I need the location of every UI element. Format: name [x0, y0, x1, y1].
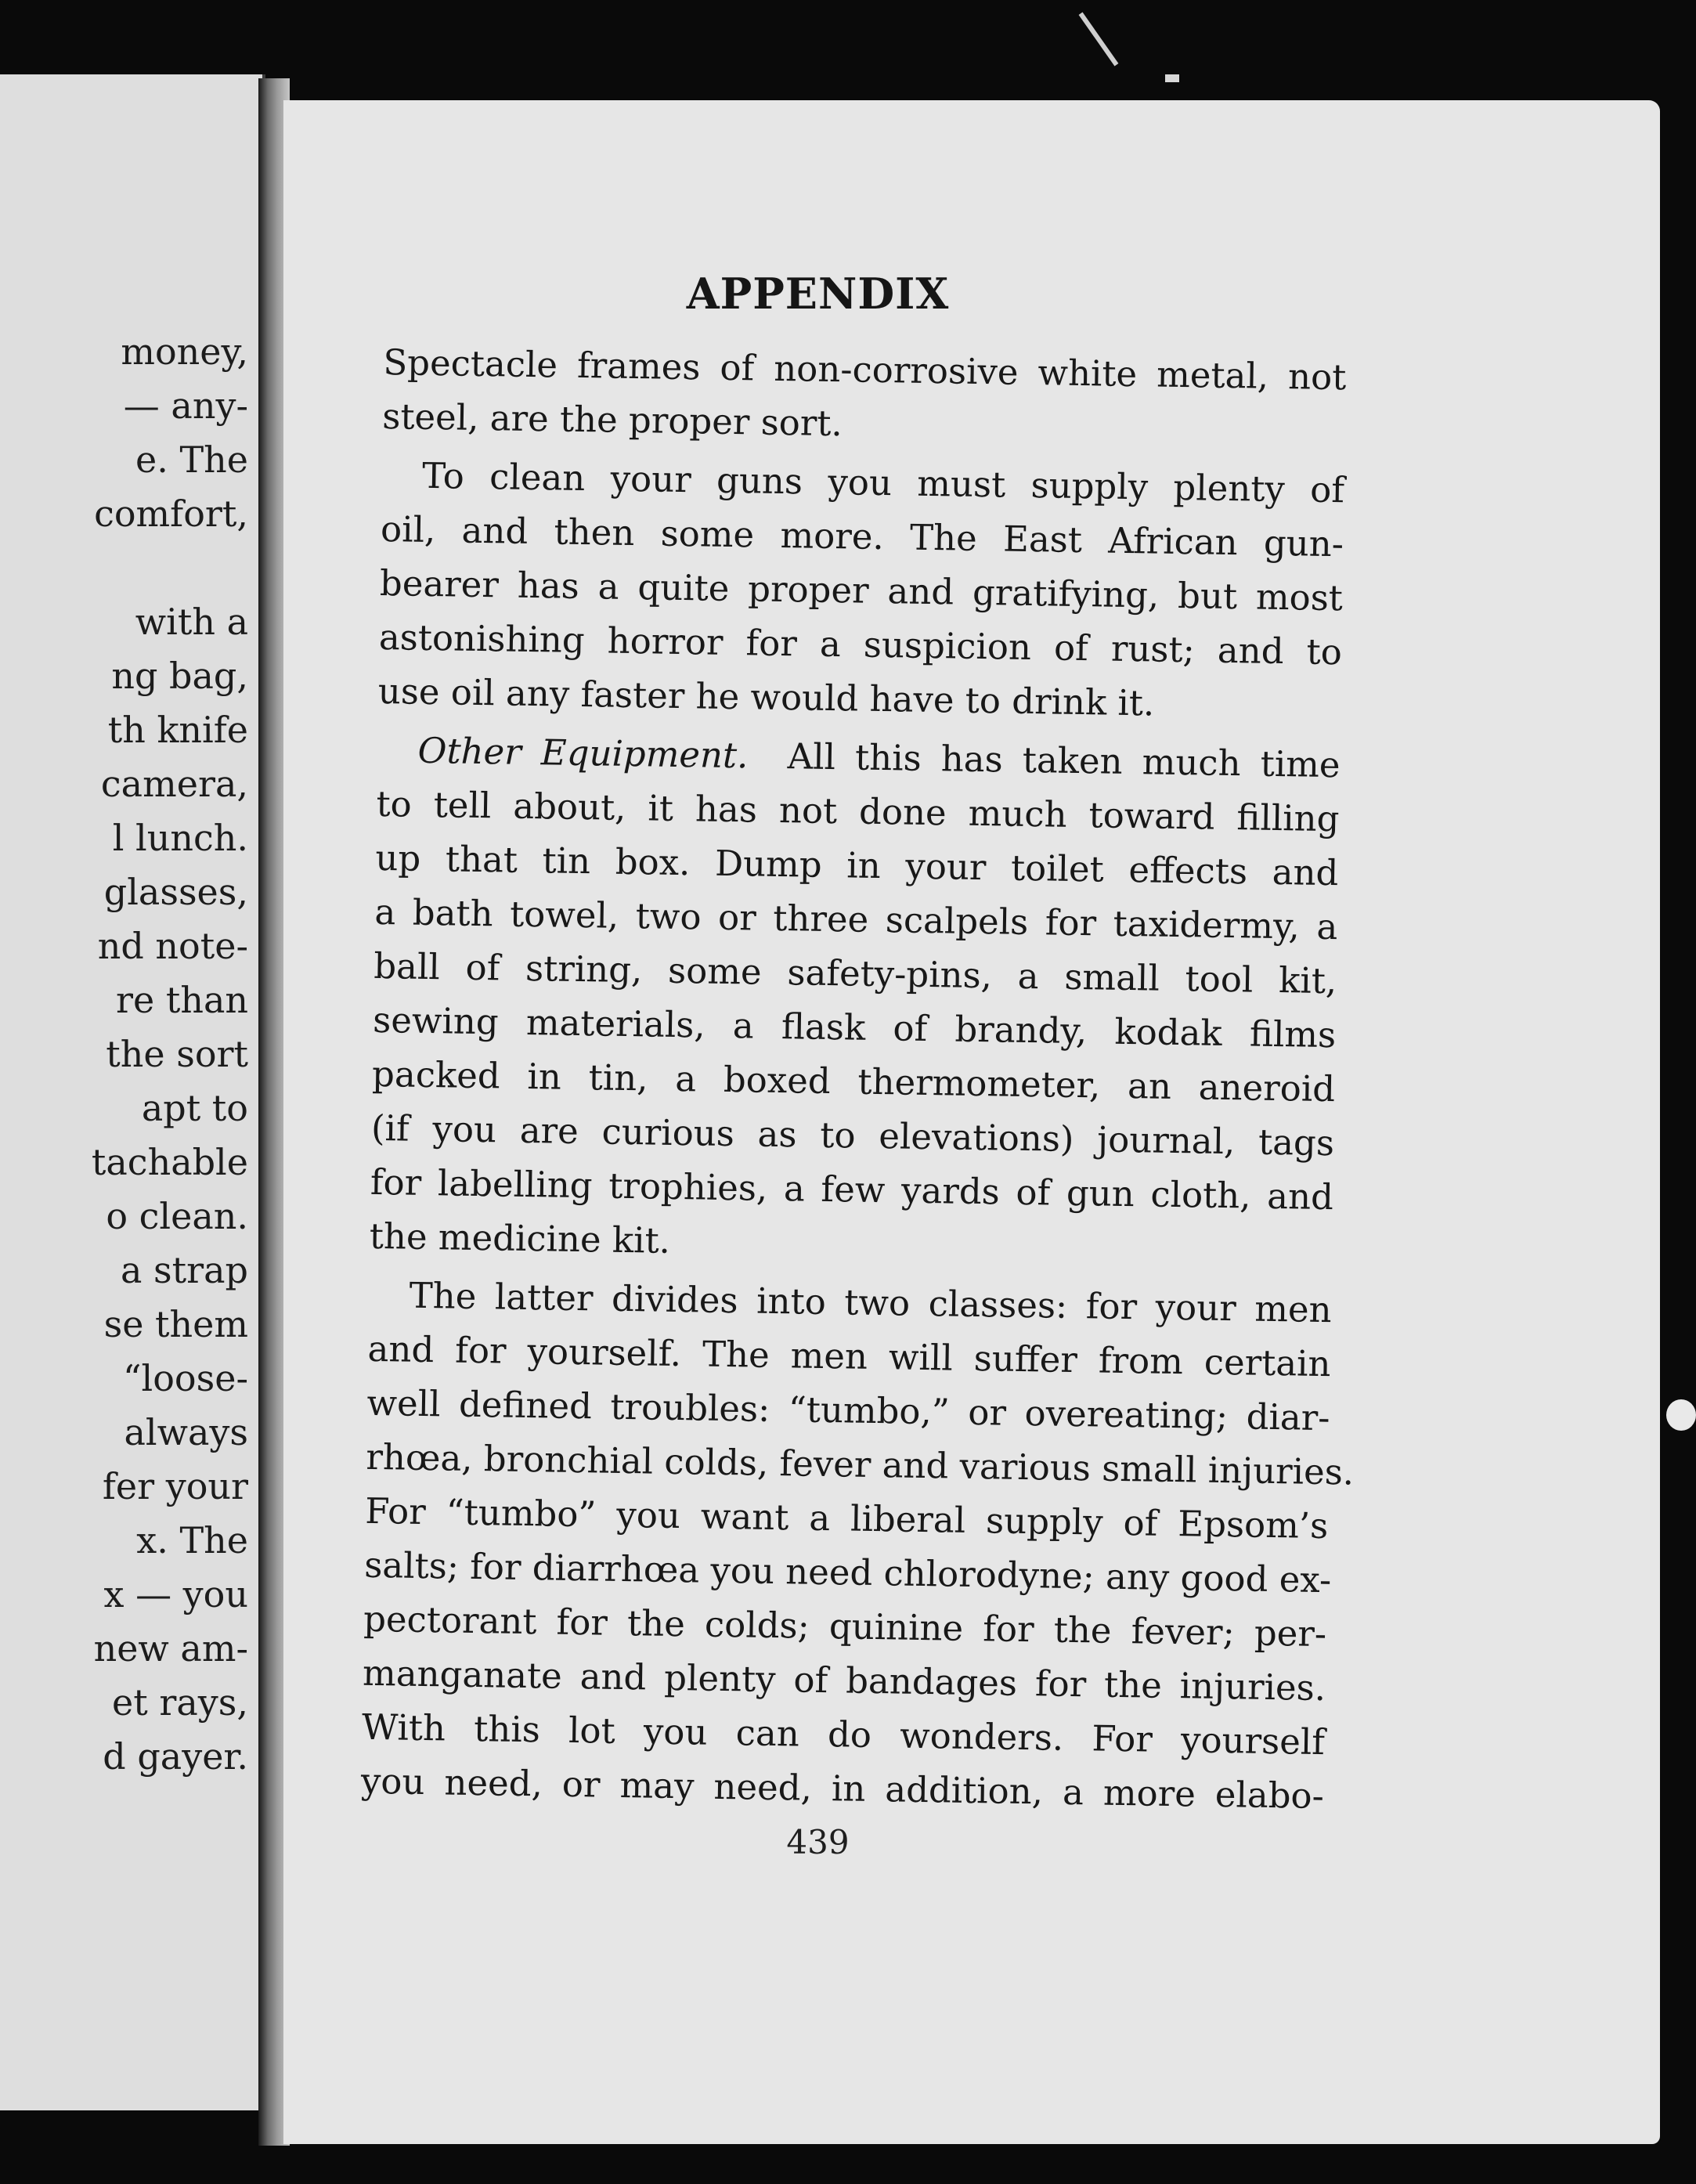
left-page-line: a strap: [121, 1249, 248, 1291]
text-line: to tell about, it has not done much toward filling: [376, 782, 1340, 840]
left-page-line: e. The: [135, 439, 248, 481]
paragraph: [382, 335, 1347, 458]
scan-artifact: [1666, 1399, 1696, 1431]
left-page-line: th knife: [107, 709, 248, 751]
left-page-line: se them: [103, 1303, 248, 1345]
paragraph: [360, 1268, 1355, 1823]
left-page-text: [0, 325, 248, 1784]
left-page-line: et rays,: [112, 1681, 248, 1724]
text-line: rhœa, bronchial colds, fever and various small injuries.: [366, 1435, 1355, 1493]
left-page-line: apt to: [141, 1087, 248, 1129]
scan-artifact: [1165, 74, 1179, 82]
left-page-line: money,: [121, 330, 248, 373]
left-page-line: always: [124, 1411, 248, 1453]
left-page-line: with a: [135, 601, 248, 643]
text-line: astonishing horror for a suspicion of rust; and to: [378, 615, 1343, 673]
left-page-line: fer your: [102, 1465, 248, 1507]
left-facing-page: [0, 74, 265, 2110]
text-line: a bath towel, two or three scalpels for taxidermy, a: [374, 890, 1338, 948]
text-line: manganate and plenty of bandages for the injuries.: [362, 1652, 1326, 1709]
left-page-line: [0, 541, 248, 595]
text-line: With this lot you can do wonders. For yourself: [361, 1706, 1326, 1763]
text-line: salts; for diarrhœa you need chlorodyne; any good ex-: [363, 1543, 1332, 1601]
text-line: up that tin box. Dump in your toilet effects and: [375, 836, 1339, 894]
left-page-line: the sort: [106, 1033, 248, 1075]
scan-artifact: [1079, 13, 1119, 67]
text-line: The latter divides into two classes: for your men: [409, 1274, 1333, 1331]
text-line: use oil any faster he would have to drink it.: [377, 670, 1155, 724]
page-number: 439: [786, 1823, 850, 1861]
left-page-line: ng bag,: [111, 655, 248, 697]
left-page-line: d gayer.: [103, 1735, 248, 1778]
book-page: [283, 100, 1660, 2144]
left-page-line: new am-: [93, 1627, 248, 1670]
text-line: the medicine kit.: [369, 1215, 671, 1262]
left-page-line: comfort,: [94, 493, 248, 535]
text-line: ball of string, some safety-pins, a small tool kit,: [373, 944, 1337, 1002]
text-line: and for yourself. The men will suffer from certain: [367, 1327, 1331, 1385]
left-page-line: l lunch.: [112, 817, 248, 859]
text-line: Spectacle frames of non-corrosive white metal, not: [383, 341, 1347, 399]
text-line: packed in tin, a boxed thermometer, an aneroid: [371, 1052, 1336, 1110]
left-page-line: — any-: [123, 384, 248, 427]
page-body: [360, 335, 1355, 1823]
left-page-line: glasses,: [103, 871, 248, 913]
text-line: To clean your guns you must supply plenty of: [421, 454, 1345, 511]
text-line: well defined troubles: “tumbo,” or overeating; diar-: [366, 1381, 1330, 1439]
left-page-line: x — you: [103, 1573, 248, 1615]
text-line: bearer has a quite proper and gratifying, but most: [379, 561, 1344, 619]
section-label: Other Equipment.: [417, 729, 749, 777]
text-line: for labelling trophies, a few yards of gun cloth, and: [370, 1161, 1334, 1218]
text-line: oil, and then some more. The East African gun-: [380, 507, 1344, 565]
paragraph: [369, 723, 1341, 1278]
left-page-line: “loose-: [123, 1357, 248, 1399]
left-page-line: x. The: [136, 1519, 248, 1561]
text-run: All this has taken much time: [787, 735, 1341, 786]
text-line: For “tumbo” you want a liberal supply of Epsom’s: [364, 1489, 1329, 1547]
left-page-line: nd note-: [97, 925, 248, 967]
text-line: sewing materials, a flask of brandy, kodak films: [372, 998, 1337, 1056]
left-page-line: camera,: [100, 763, 248, 805]
left-page-line: re than: [116, 979, 248, 1021]
text-line: pectorant for the colds; quinine for the fever; per-: [363, 1597, 1327, 1655]
paragraph: [377, 448, 1344, 733]
left-page-line: o clean.: [106, 1195, 248, 1237]
left-page-line: tachable: [91, 1141, 248, 1183]
text-line: steel, are the proper sort.: [381, 395, 843, 445]
text-line: (if you are curious as to elevations) journal, tags: [370, 1106, 1335, 1164]
text-line: you need, or may need, in addition, a more elabo-: [360, 1760, 1325, 1818]
page-heading: APPENDIX: [686, 269, 950, 319]
